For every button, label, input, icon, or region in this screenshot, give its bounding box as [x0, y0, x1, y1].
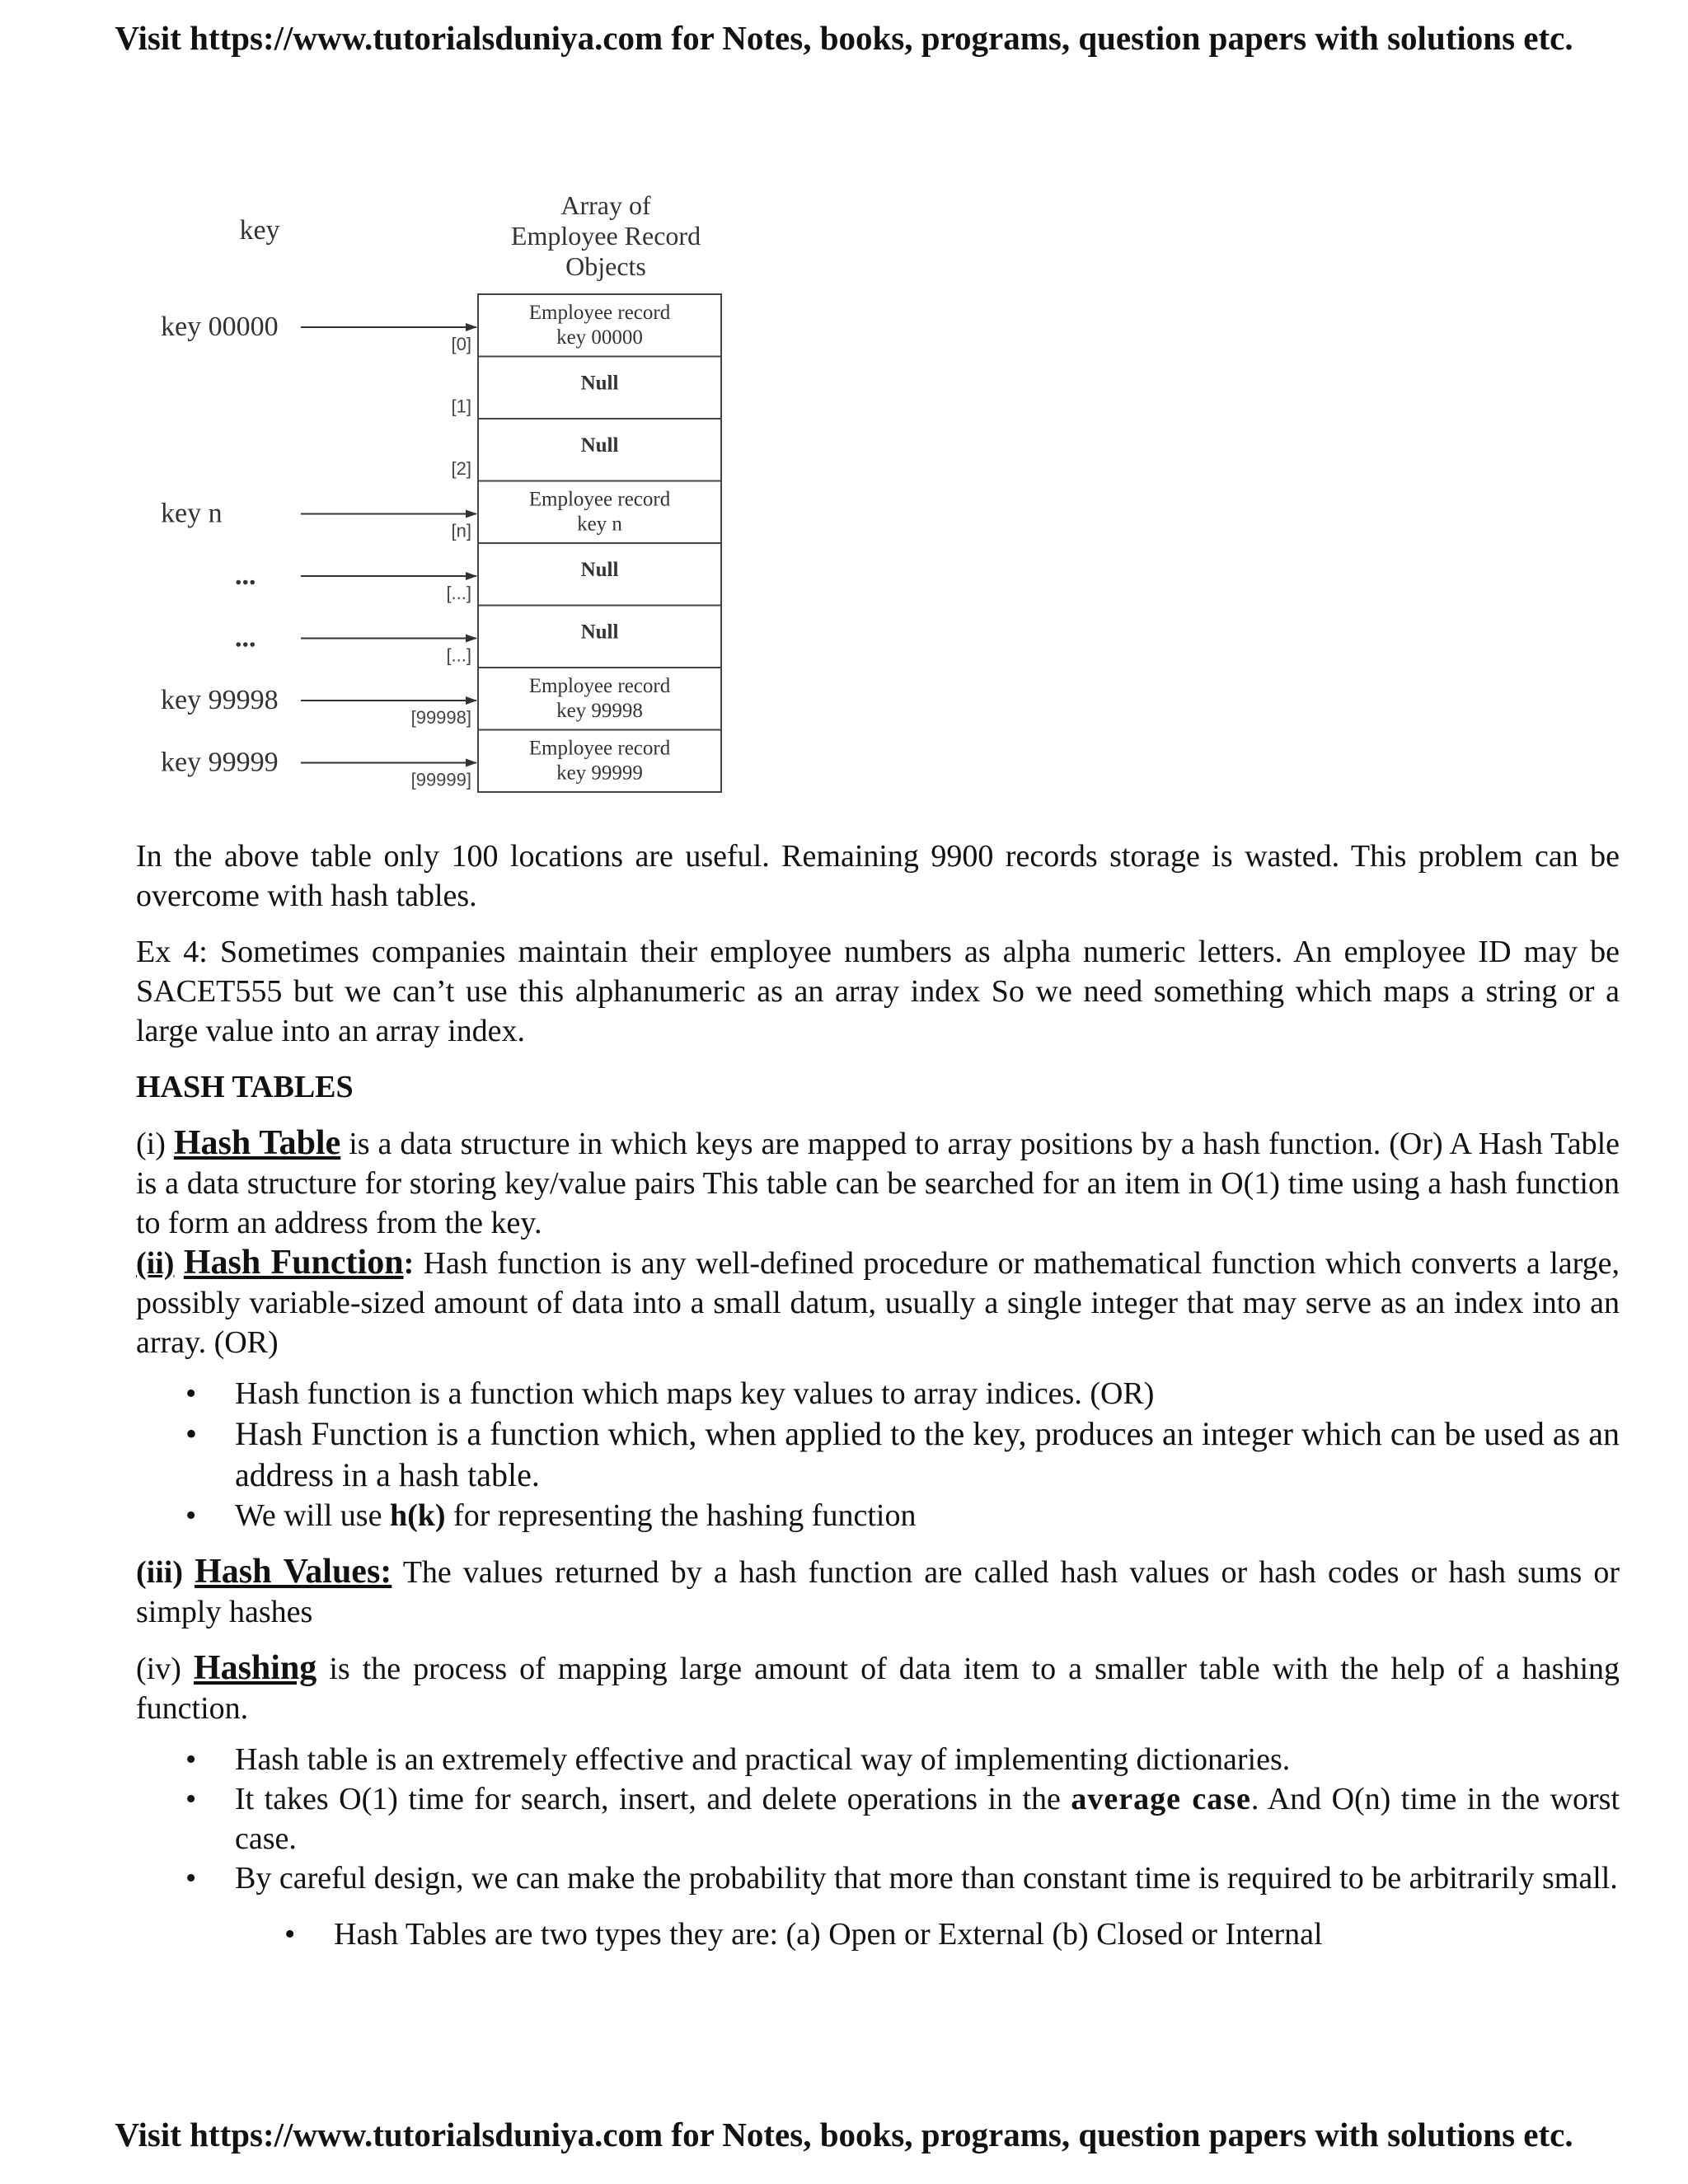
- array-index: [0]: [451, 334, 471, 354]
- document-body: [136, 837, 1620, 1971]
- definition-hash-table: [136, 1123, 1620, 1243]
- def-term-hashing: Hashing: [193, 1649, 317, 1687]
- footer-banner: Visit https://www.tutorialsduniya.com for Notes, books, programs, question papers with solutions etc.: [115, 2116, 1573, 2154]
- header-banner: Visit https://www.tutorialsduniya.com for Notes, books, programs, question papers with solutions etc.: [115, 19, 1573, 57]
- array-index: [2]: [451, 458, 471, 479]
- def-term-hash-function: Hash Function: [183, 1244, 404, 1282]
- array-index: [99998]: [410, 707, 471, 728]
- cell-null: Null: [580, 372, 619, 395]
- section-heading: HASH TABLES: [136, 1070, 354, 1104]
- array-index: [...]: [446, 583, 471, 603]
- hash-array-diagram: [161, 185, 754, 812]
- bullet-text: for representing the hashing function: [453, 1498, 917, 1533]
- cell-label: Employee record: [528, 737, 671, 760]
- list-item: • Hash Tables are two types they are: (a) Open or External (b) Closed or Internal: [334, 1915, 1620, 1954]
- def-number: (iv): [136, 1652, 181, 1686]
- hash-function-bullets: [136, 1374, 1620, 1535]
- cell-key: key n: [577, 513, 622, 536]
- def-colon: :: [403, 1246, 415, 1281]
- array-index: [1]: [451, 396, 471, 417]
- key-column-header: key: [239, 215, 280, 246]
- key-label: key n: [161, 498, 223, 529]
- cell-label: Employee record: [528, 675, 671, 697]
- def-body: is a data structure in which keys are mapped to array positions by a hash function. (Or) A Hash Table is a data structure for storing key/value pairs This table can be searched for an item in O(1) time using a hash function to form an address from the key.: [136, 1127, 1620, 1240]
- list-item: • Hash Function is a function which, when applied to the key, produces an integer which can be used as an address in a hash table.: [235, 1413, 1620, 1496]
- key-label: ...: [235, 622, 256, 654]
- cell-null: Null: [580, 621, 619, 644]
- def-term-hash-values: Hash Values:: [195, 1553, 392, 1591]
- array-header-line-3: Objects: [565, 251, 646, 281]
- bullet-text: We will use: [235, 1498, 382, 1533]
- array-index: [n]: [451, 520, 471, 541]
- bullet-bold: h(k): [389, 1498, 446, 1533]
- definition-hash-values: [136, 1552, 1620, 1632]
- paragraph-wasted-storage: In the above table only 100 locations are useful. Remaining 9900 records storage is wasted. This problem can be overcome with hash tables.: [136, 839, 1620, 913]
- array-index: [...]: [446, 644, 471, 666]
- cell-label: Employee record: [528, 488, 671, 511]
- bullet-text: It takes O(1) time for search, insert, and delete operations in the: [235, 1782, 1061, 1816]
- list-item: [235, 1779, 1620, 1858]
- bullet-bold: average case: [1071, 1782, 1251, 1816]
- cell-null: Null: [580, 559, 619, 581]
- cell-key: key 99998: [556, 700, 643, 722]
- bullet-text: . And O(n) time in the worst case.: [235, 1782, 1620, 1856]
- key-label: key 99998: [161, 685, 279, 715]
- hash-table-types-bullets: [136, 1915, 1620, 1954]
- array-rows: [161, 294, 721, 792]
- paragraph-example-4: Ex 4: Sometimes companies maintain their employee numbers as alpha numeric letters. An employee ID may be SACET555 but we can’t use this alphanumeric as an array index So we need something which maps a string or a large value into an array index.: [136, 935, 1620, 1048]
- list-item: • Hash function is a function which maps key values to array indices. (OR): [235, 1374, 1620, 1413]
- def-number: (i): [136, 1127, 166, 1161]
- def-number: (iii): [136, 1555, 183, 1590]
- key-label: key 00000: [161, 312, 279, 342]
- array-index: [99999]: [410, 769, 471, 790]
- def-term-hash-table: Hash Table: [173, 1124, 341, 1162]
- list-item: • By careful design, we can make the probability that more than constant time is required to be arbitrarily small.: [235, 1858, 1620, 1898]
- cell-key: key 99999: [556, 762, 643, 785]
- def-body: Hash function is any well-defined procedure or mathematical function which converts a large, possibly variable-sized amount of data into a small datum, usually a single integer that may serve as an index into an array. (OR): [136, 1246, 1620, 1360]
- def-body: is the process of mapping large amount of data item to a smaller table with the help of a hashing function.: [136, 1652, 1620, 1726]
- hashing-bullets: [136, 1740, 1620, 1898]
- cell-null: Null: [580, 434, 619, 457]
- cell-key: key 00000: [556, 326, 643, 349]
- array-header-line-1: Array of: [560, 190, 651, 220]
- def-body: The values returned by a hash function are called hash values or hash codes or hash sums or simply hashes: [136, 1555, 1620, 1629]
- list-item: • Hash table is an extremely effective and practical way of implementing dictionaries.: [235, 1740, 1620, 1779]
- key-label: key 99999: [161, 747, 279, 778]
- definition-hash-function: [136, 1243, 1620, 1362]
- array-header-line-2: Employee Record: [510, 221, 701, 251]
- key-label: ...: [235, 560, 256, 591]
- definition-hashing: [136, 1648, 1620, 1728]
- def-number: (ii): [136, 1246, 175, 1281]
- list-item: [235, 1496, 1620, 1535]
- cell-label: Employee record: [528, 302, 671, 324]
